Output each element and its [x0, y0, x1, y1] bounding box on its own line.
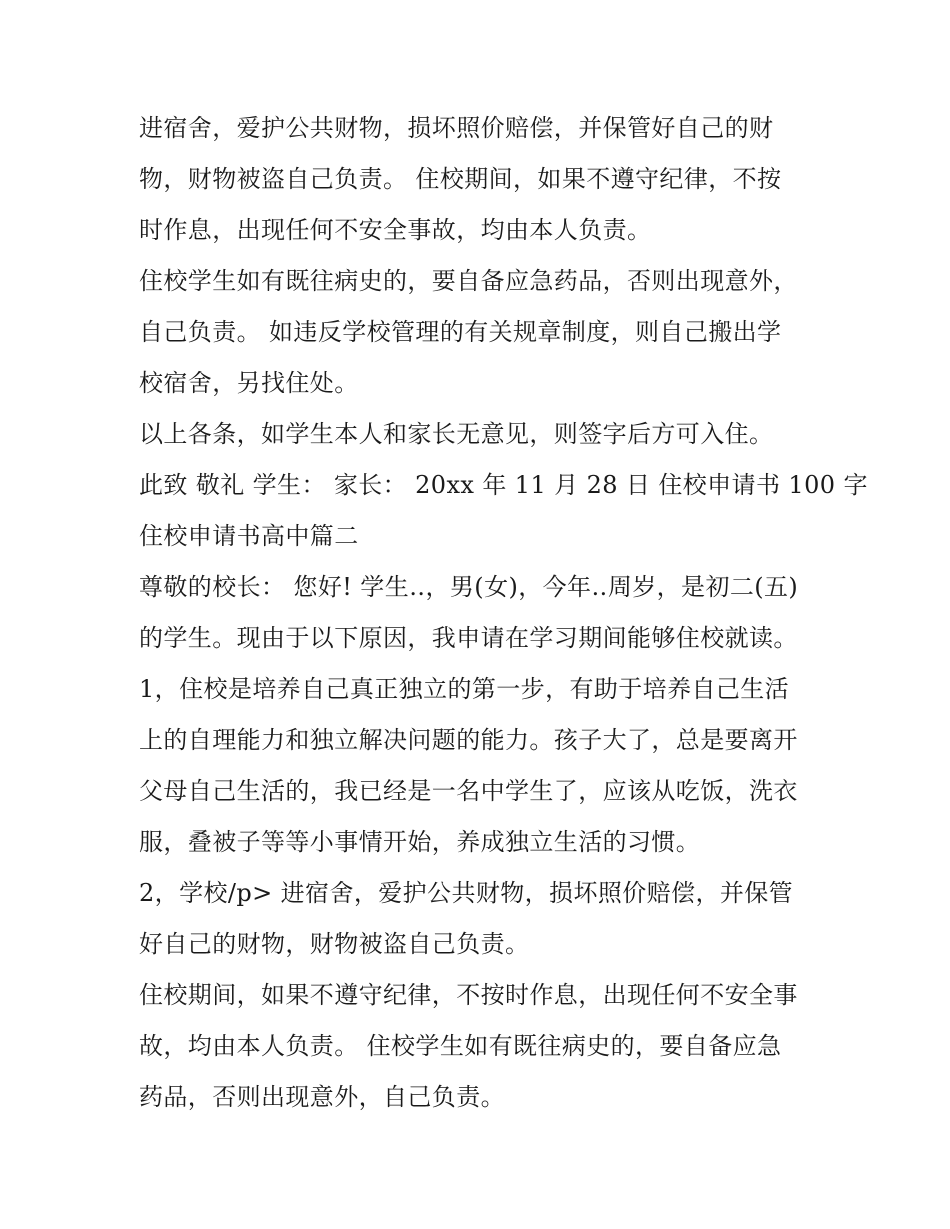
text-line: 住校期间，如果不遵守纪律，不按时作息，出现任何不安全事	[139, 981, 798, 1009]
text-line: 以上各条，如学生本人和家长无意见，则签字后方可入住。	[139, 420, 774, 448]
text-line: 故，均由本人负责。 住校学生如有既往病史的，要自备应急	[139, 1032, 782, 1060]
text-line: 上的自理能力和独立解决问题的能力。孩子大了，总是要离开	[139, 726, 798, 754]
text-line: 时作息，出现任何不安全事故，均由本人负责。	[139, 216, 652, 244]
text-line: 药品，否则出现意外，自己负责。	[139, 1083, 505, 1111]
text-line: 自己负责。 如违反学校管理的有关规章制度，则自己搬出学	[139, 318, 782, 346]
section-heading: 住校申请书高中篇二	[139, 522, 359, 550]
text-line: 住校学生如有既往病史的，要自备应急药品，否则出现意外，	[139, 267, 798, 295]
text-line: 尊敬的校长： 您好! 学生‥，男(女)，今年‥周岁，是初二(五)	[139, 573, 799, 601]
text-line: 父母自己生活的，我已经是一名中学生了，应该从吃饭，洗衣	[139, 777, 798, 805]
text-line: 此致 敬礼 学生： 家长： 20xx 年 11 月 28 日 住校申请书 100 字	[139, 471, 868, 499]
text-line: 好自己的财物，财物被盗自己负责。	[139, 930, 530, 958]
text-line: 的学生。现由于以下原因，我申请在学习期间能够住校就读。	[139, 624, 798, 652]
text-line: 1，住校是培养自己真正独立的第一步，有助于培养自己生活	[139, 675, 790, 703]
text-line: 进宿舍，爱护公共财物，损坏照价赔偿，并保管好自己的财	[139, 114, 774, 142]
text-line: 物，财物被盗自己负责。 住校期间，如果不遵守纪律，不按	[139, 165, 782, 193]
text-line: 2，学校/p> 进宿舍，爱护公共财物，损坏照价赔偿，并保管	[139, 879, 794, 907]
text-line: 校宿舍，另找住处。	[139, 369, 359, 397]
text-line: 服，叠被子等等小事情开始，养成独立生活的习惯。	[139, 828, 701, 856]
